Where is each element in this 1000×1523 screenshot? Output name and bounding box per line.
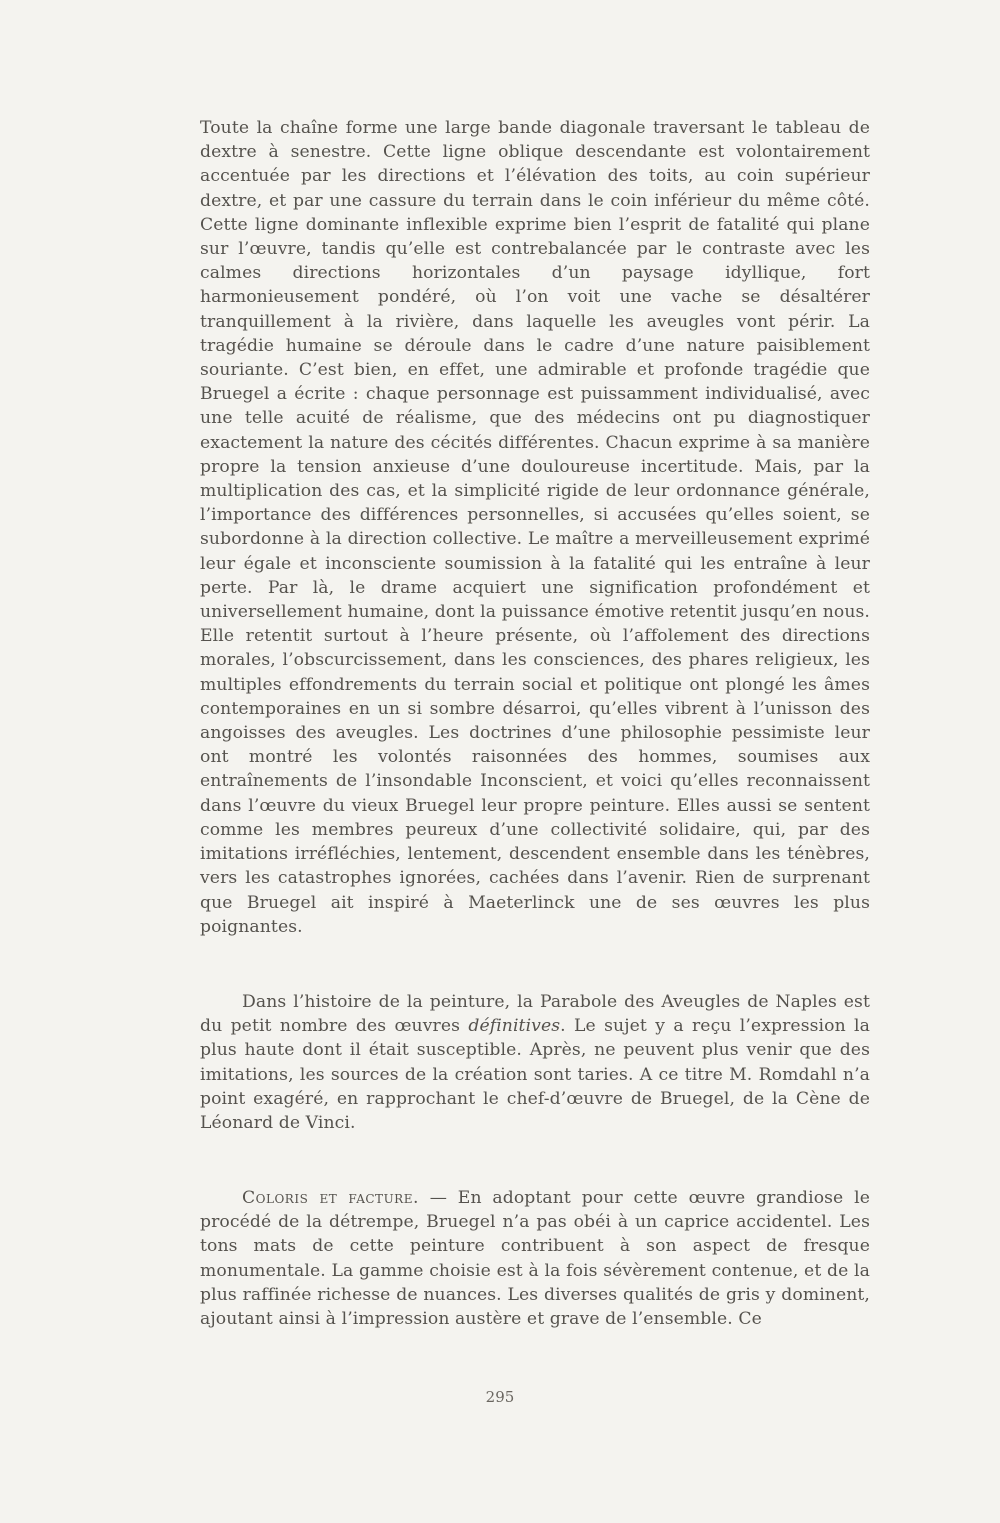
paragraph-2-text-before: Dans l’histoire de la peinture, la Parabole des Aveugles de Naples est du petit nombre des œuvres bbox=[200, 992, 870, 1037]
paragraph-3-text: — En adoptant pour cette œuvre grandiose le procédé de la détrempe, Bruegel n’a pas obéi à un caprice accidentel. Les tons mats de cette peinture contribuent à son aspect de fresque monumentale. La gamme choisie est à la fois sévèrement contenue, et de la plus raffinée richesse de nuances. Les diverses qualités de gris y dominent, ajoutant ainsi à l’impression austère et grave de l’ensemble. Ce bbox=[200, 1188, 870, 1330]
body-text-section-3 bbox=[200, 1186, 870, 1331]
paragraph-3 bbox=[200, 1186, 870, 1331]
paragraph-2-text-after: . Le sujet y a reçu l’expression la plus haute dont il était susceptible. Après, ne peuvent plus venir que des imitations, les sources de la création sont taries. A ce titre M. Romdahl n’a point exagéré, en rapprochant le chef-d’œuvre de Bruegel, de la Cène de Léonard de Vinci. bbox=[200, 1016, 870, 1134]
section-heading: Coloris et facture. bbox=[242, 1188, 419, 1208]
body-text-section-2 bbox=[200, 990, 870, 1135]
page-number: 295 bbox=[485, 1388, 515, 1406]
paragraph-2 bbox=[200, 990, 870, 1135]
body-text-section-1 bbox=[200, 116, 870, 939]
paragraph-1: Toute la chaîne forme une large bande diagonale traversant le tableau de dextre à senestre. Cette ligne oblique descendante est volontairement accentuée par les directions et l’élévation des toits, au coin supérieur dextre, et par une cassure du terrain dans le coin inférieur du même côté. Cette ligne dominante inflexible exprime bien l’esprit de fatalité qui plane sur l’œuvre, tandis qu’elle est contrebalancée par le contraste avec les calmes directions horizontales d’un paysage idyllique, fort harmonieusement pondéré, où l’on voit une vache se désaltérer tranquillement à la rivière, dans laquelle les aveugles vont périr. La tragédie humaine se déroule dans le cadre d’une nature paisiblement souriante. C’est bien, en effet, une admirable et profonde tragédie que Bruegel a écrite : chaque personnage est puissamment individualisé, avec une telle acuité de réalisme, que des médecins ont pu diagnostiquer exactement la nature des cécités différentes. Chacun exprime à sa manière propre la tension anxieuse d’une douloureuse incertitude. Mais, par la multiplication des cas, et la simplicité rigide de leur ordonnance générale, l’importance des différences personnelles, si accusées qu’elles soient, se subordonne à la direction collective. Le maître a merveilleusement exprimé leur égale et inconsciente soumission à la fatalité qui les entraîne à leur perte. Par là, le drame acquiert une signification profondément et universellement humaine, dont la puissance émotive retentit jusqu’en nous. Elle retentit surtout à l’heure présente, où l’affolement des directions morales, l’obscurcissement, dans les consciences, des phares religieux, les multiples effondrements du terrain social et politique ont plongé les âmes contemporaines en un si sombre désarroi, qu’elles vibrent à l’unisson des angoisses des aveugles. Les doctrines d’une philosophie pessimiste leur ont montré les volontés raisonnées des hommes, soumises aux entraînements de l’insondable Inconscient, et voici qu’elles reconnaissent dans l’œuvre du vieux Bruegel leur propre peinture. Elles aussi se sentent comme les membres peureux d’une collectivité solidaire, qui, par des imitations irréfléchies, lentement, descendent ensemble dans les ténèbres, vers les catastrophes ignorées, cachées dans l’avenir. Rien de surprenant que Bruegel ait inspiré à Maeterlinck une de ses œuvres les plus poignantes. bbox=[200, 118, 870, 937]
paragraph-2-italic-word: définitives bbox=[468, 1016, 561, 1037]
